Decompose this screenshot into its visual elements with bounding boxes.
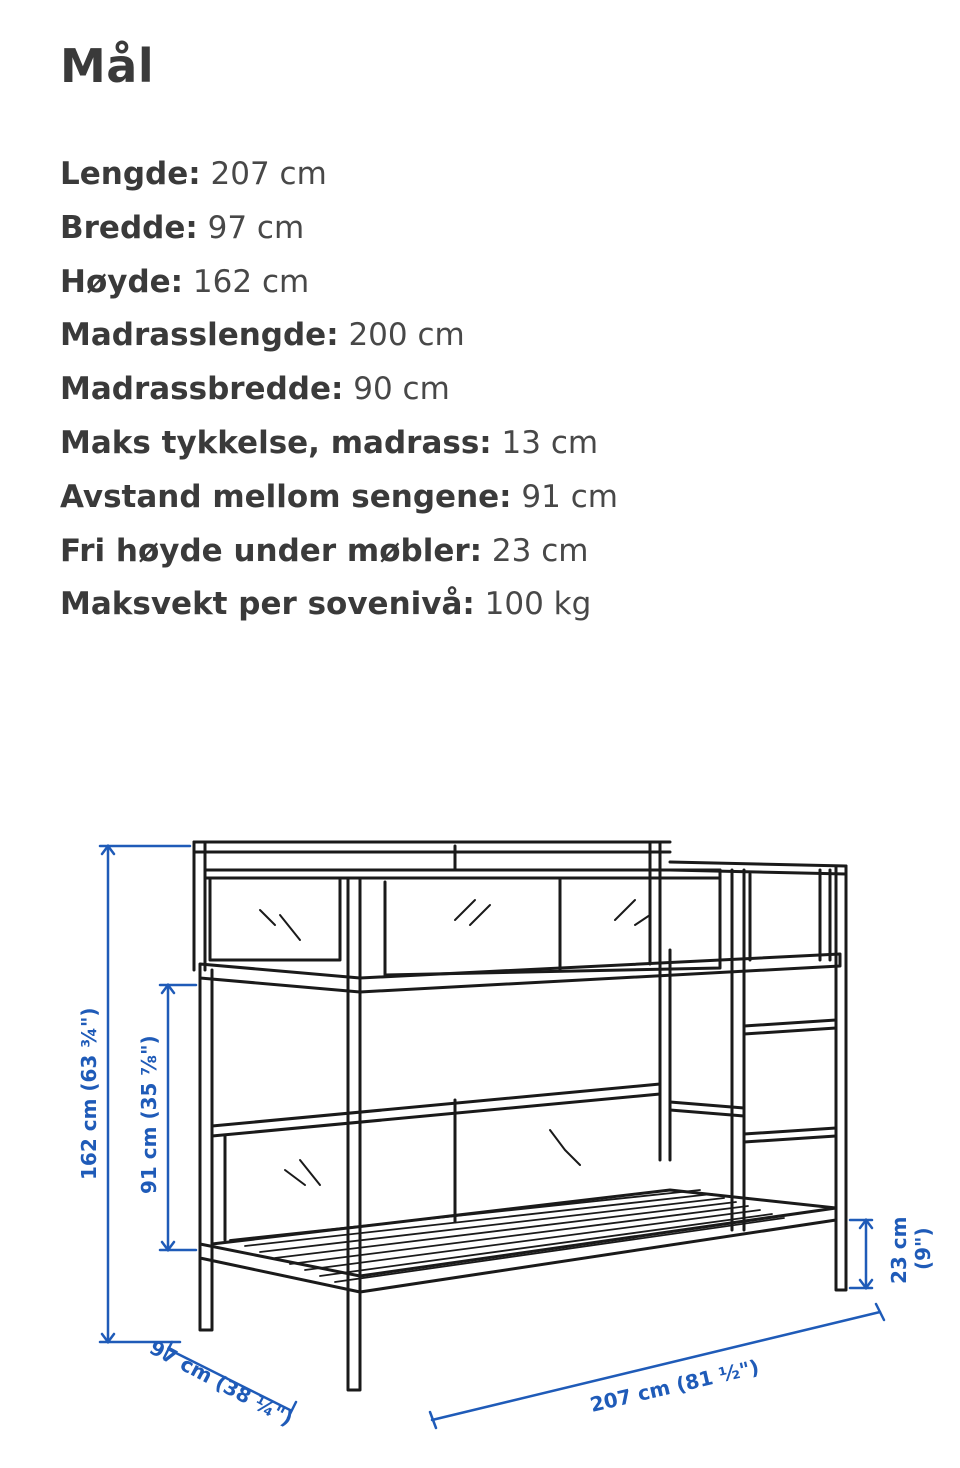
clearance-dimension-label-in: (9") [911, 1227, 935, 1270]
spec-label: Madrasslengde: [60, 317, 339, 354]
spec-row-mattress-width [60, 363, 618, 417]
dimension-lines [100, 846, 884, 1428]
spec-value: 162 cm [192, 263, 310, 300]
spec-row-height [60, 256, 618, 310]
spec-value: 90 cm [353, 371, 450, 408]
spec-label: Maksvekt per sovenivå: [60, 586, 475, 623]
dimension-list [60, 148, 618, 632]
spec-value: 97 cm [207, 209, 305, 246]
length-dimension-label: 207 cm (81 ½") [587, 1354, 762, 1417]
spec-value: 91 cm [521, 478, 618, 515]
clearance-dimension-label-cm: 23 cm [887, 1216, 911, 1284]
bunk-bed-dimension-diagram [60, 830, 940, 1460]
spec-row-width [60, 202, 618, 256]
spec-label: Lengde: [60, 156, 201, 192]
spec-label: Madrassbredde: [60, 371, 344, 408]
spec-label: Høyde: [60, 263, 184, 300]
spec-value: 200 cm [348, 317, 465, 354]
bunk-bed-illustration [194, 842, 846, 1390]
spec-value: 100 kg [484, 586, 592, 623]
between-beds-dimension-label: 91 cm (35 ⅞") [137, 1035, 161, 1194]
spec-label: Maks tykkelse, madrass: [60, 424, 492, 461]
spec-value: 13 cm [501, 424, 599, 461]
height-dimension-label: 162 cm (63 ¾") [77, 1007, 101, 1180]
spec-row-max-weight [60, 578, 618, 632]
spec-label: Bredde: [60, 209, 198, 246]
spec-value: 23 cm [491, 532, 589, 569]
spec-row-max-mattress-thickness [60, 417, 618, 471]
spec-row-length [60, 148, 618, 202]
page-title: Mål [60, 39, 155, 93]
spec-row-distance-between-beds [60, 471, 618, 525]
spec-value: 207 cm [210, 156, 327, 192]
spec-label: Fri høyde under møbler: [60, 532, 483, 569]
spec-label: Avstand mellom sengene: [60, 478, 512, 515]
spec-row-free-height-under [60, 525, 618, 579]
width-dimension-label: 97 cm (38 ¼") [145, 1335, 298, 1431]
spec-row-mattress-length [60, 309, 618, 363]
